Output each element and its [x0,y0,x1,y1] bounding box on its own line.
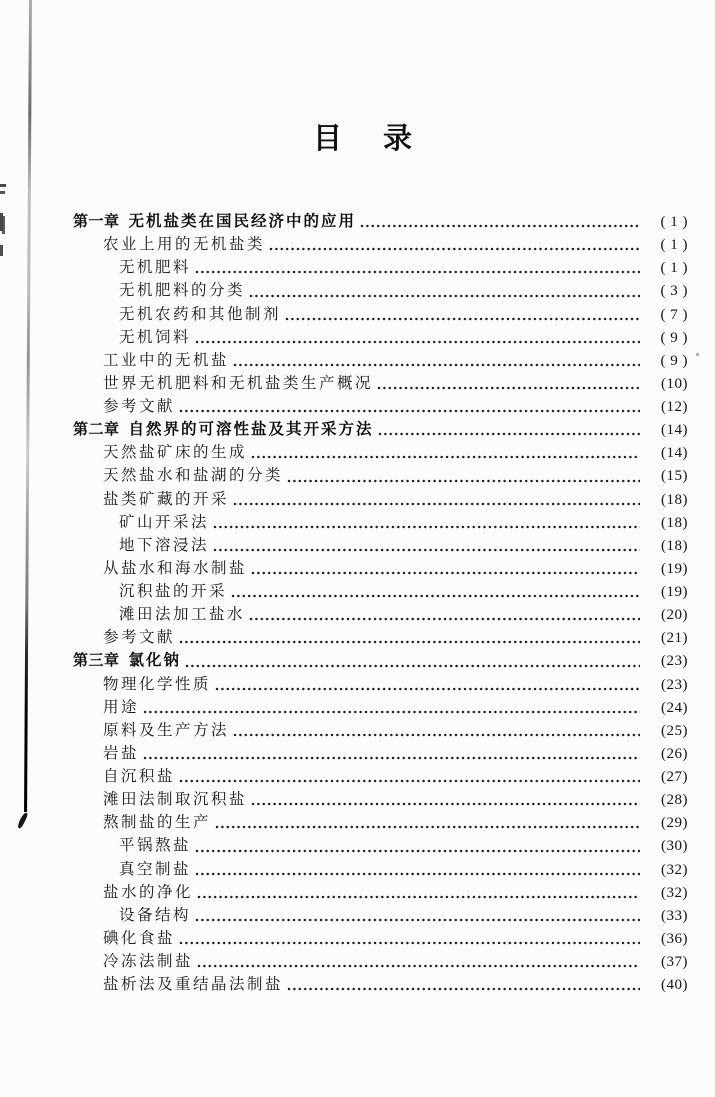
toc-entry-page: (12) [661,399,688,415]
dot-leader [231,593,640,599]
toc-entry [73,233,688,256]
toc-entry [73,811,688,834]
dot-leader [179,940,640,946]
dot-leader [185,663,640,669]
toc-entry-title: 设备结构 [119,906,192,924]
toc-entry [73,534,688,557]
toc-entry [73,210,688,233]
dot-leader [179,408,640,414]
toc-entry [73,279,688,302]
toc-entry-title: 物理化学性质 [103,675,212,693]
toc-entry-page: (33) [661,907,688,924]
dot-leader [287,986,640,992]
dot-leader [251,570,640,576]
toc-entry-page: (23) [661,653,688,670]
scan-flick-mark-artifact [17,812,29,829]
toc-entry [73,881,688,904]
dot-leader [197,894,640,900]
toc-entry-title: 真空制盐 [119,860,192,878]
toc-entry-title: 参考文献 [103,629,176,647]
dot-leader [195,339,640,345]
toc-entry-page: (28) [661,792,688,809]
dot-leader [215,686,640,692]
toc-entry [73,696,688,719]
toc-entry [73,256,688,279]
scan-edge-mark-artifact [0,245,3,256]
toc-entry [73,858,688,881]
toc-entry-page: (14) [661,422,688,439]
toc-entry-page: (15) [661,468,688,485]
toc-entry-page: (19) [661,560,688,577]
toc-entry-title: 无机农药和其他制剂 [119,305,282,323]
toc-entry [73,580,688,603]
toc-entry-page: ( 1 ) [660,214,688,230]
toc-entry-title: 滩田法制取沉积盐 [103,791,248,809]
dot-leader [251,454,640,460]
toc-entry [73,950,688,973]
toc-entry-title: 参考文献 [103,398,176,415]
toc-entry-title: 平锅熬盐 [119,837,192,855]
dot-leader [179,778,640,784]
toc-entry-title: 无机盐类在国民经济中的应用 [128,213,357,230]
toc-entry-page: (14) [661,445,688,462]
toc-entry-page: (18) [661,537,688,554]
toc-entry-page: ( 1 ) [660,237,688,254]
toc-entry [73,719,688,742]
toc-entry-page: (24) [661,699,688,716]
toc-entry [73,649,688,672]
toc-entry-page: (30) [661,838,688,855]
dot-leader [143,755,640,761]
toc-entry-page: (40) [661,977,688,994]
dot-leader [197,963,640,969]
toc-entry-page: (29) [661,815,688,832]
toc-entry-page: (23) [661,676,688,693]
dot-leader [377,385,640,391]
toc-entry [73,904,688,927]
toc-entry-page: (19) [661,584,688,600]
toc-entry [73,673,688,696]
toc-entry-title: 沉积盐的开采 [119,583,228,600]
toc-entry-title: 世界无机肥料和无机盐类生产概况 [103,374,374,392]
dot-leader [195,871,640,877]
scan-edge-mark-artifact [0,184,6,187]
toc-entry-title: 无机饲料 [119,328,192,346]
toc-entry-page: (25) [661,722,688,739]
dot-leader [233,362,640,368]
dot-leader [249,616,640,622]
dot-leader [195,269,640,275]
dot-leader [251,801,640,807]
dot-leader [233,501,640,507]
toc-entry-title: 氯化钠 [128,652,182,670]
toc-entry-title: 盐类矿藏的开采 [103,490,230,508]
dot-leader [195,917,640,923]
toc-entry-page: (36) [661,930,688,947]
toc-entry [73,372,688,395]
toc-entry-title: 原料及生产方法 [103,721,230,739]
toc-entry [73,927,688,950]
toc-entry-page: ( 9 ) [660,329,688,346]
toc-entry [73,326,688,349]
toc-entry-title: 碘化食盐 [103,929,176,947]
dot-leader [360,223,640,229]
toc-entry-title: 天然盐水和盐湖的分类 [103,467,284,485]
toc-entry-page: ( 9 ) [660,352,688,369]
toc-entry-title: 地下溶浸法 [119,536,210,554]
toc-entry [73,511,688,534]
toc-entry-prefix: 第二章 [73,421,120,439]
toc-entry-page: (18) [661,491,688,508]
scan-edge-mark-artifact [0,213,3,231]
toc-entry [73,973,688,996]
dot-leader [287,478,640,484]
toc-entry [73,418,688,441]
toc-entry-page: ( 7 ) [660,306,688,323]
toc-entry-title: 自然界的可溶性盐及其开采方法 [128,421,374,439]
toc-list [73,210,688,996]
dot-leader [195,848,640,854]
dot-leader [378,431,640,437]
toc-entry [73,788,688,811]
toc-entry-page: (32) [661,884,688,901]
toc-entry [73,441,688,464]
toc-entry-title: 滩田法加工盐水 [119,606,246,624]
toc-entry-title: 盐水的净化 [103,883,194,901]
toc-entry [73,303,688,326]
toc-entry-title: 天然盐矿床的生成 [103,444,248,462]
toc-entry-page: (26) [661,745,688,762]
toc-entry-page: (37) [661,954,688,970]
toc-entry-page: (32) [661,861,688,878]
scan-stray-dot-artifact [696,353,699,356]
toc-entry-title: 自沉积盐 [103,768,176,785]
toc-entry [73,626,688,649]
dot-leader [213,547,640,553]
toc-entry [73,464,688,487]
toc-entry [73,834,688,857]
dot-leader [285,316,640,322]
dot-leader [233,732,640,738]
toc-entry-prefix: 第一章 [73,213,120,230]
toc-entry-page: (10) [661,375,688,392]
toc-entry-page: ( 3 ) [660,283,688,300]
toc-entry-page: ( 1 ) [660,260,688,277]
dot-leader [215,824,640,830]
dot-leader [179,639,640,645]
toc-entry-title: 农业上用的无机盐类 [103,236,266,254]
toc-entry-page: (18) [661,514,688,531]
page-title: 目 录 [312,123,418,155]
toc-entry-title: 用途 [103,698,140,716]
toc-entry-page: (20) [661,607,688,624]
toc-entry [73,557,688,580]
toc-entry-title: 冷冻法制盐 [103,953,194,970]
toc-entry-title: 无机肥料的分类 [119,282,246,300]
dot-leader [269,246,640,252]
toc-entry-title: 工业中的无机盐 [103,351,230,369]
toc-entry [73,349,688,372]
toc-entry-title: 盐析法及重结晶法制盐 [103,976,284,994]
toc-entry [73,765,688,788]
toc-entry-title: 熬制盐的生产 [103,814,212,832]
toc-entry-page: (27) [661,769,688,785]
toc-entry [73,742,688,765]
toc-entry [73,603,688,626]
dot-leader [249,293,640,299]
dot-leader [143,709,640,715]
toc-entry [73,395,688,418]
toc-entry [73,488,688,511]
toc-entry-title: 从盐水和海水制盐 [103,559,248,577]
dot-leader [213,524,640,530]
toc-entry-title: 无机肥料 [119,259,192,277]
toc-entry-title: 岩盐 [103,744,140,762]
toc-entry-title: 矿山开采法 [119,513,210,531]
toc-entry-page: (21) [661,630,688,647]
toc-entry-prefix: 第三章 [73,652,120,670]
